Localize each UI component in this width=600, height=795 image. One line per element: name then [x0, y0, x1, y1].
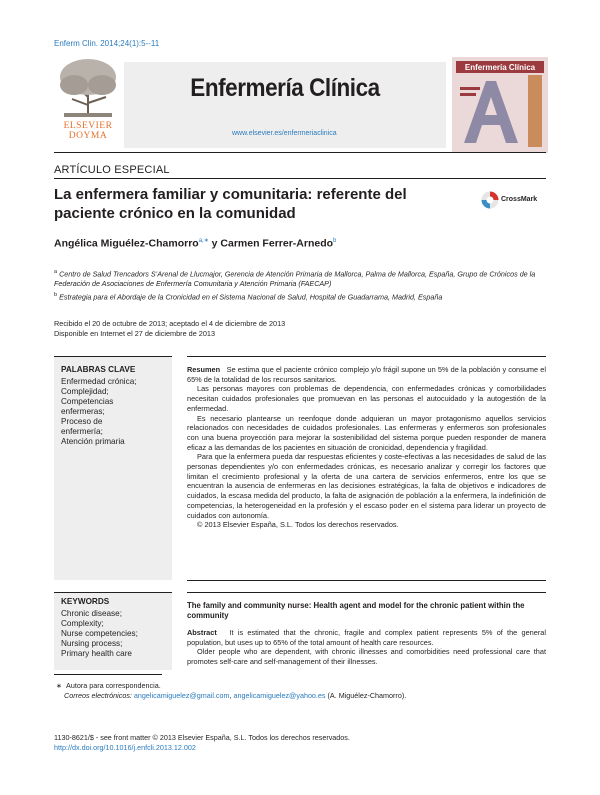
affiliation-mark: b	[54, 292, 58, 298]
footnote-mark: ∗	[56, 681, 63, 690]
publisher-subname: DOYMA	[68, 131, 108, 141]
cover-title: Enfermería Clínica	[464, 63, 536, 72]
keyword: Nursing process;	[61, 639, 123, 648]
elsevier-doyma-wordmark	[52, 121, 124, 141]
email-label: Correos electrónicos:	[64, 691, 132, 700]
keywords-top-rule	[54, 356, 172, 357]
abstract-paragraph: Older people who are dependent, with chronic illnesses and comorbidities need professional care that promotes self-care and self-management of their illnesses.	[187, 647, 546, 667]
online-date: Disponible en Internet el 27 de diciembre de 2013	[54, 329, 216, 338]
journal-url-link[interactable]: www.elsevier.es/enfermeriaclinica	[232, 130, 337, 137]
keywords-top-rule	[54, 592, 172, 593]
email-link[interactable]: angelicamiguelez@gmail.com	[133, 691, 230, 700]
affiliation-text: Estrategia para el Abordaje de la Cronicidad en el Sistema Nacional de Salud, Hospital de Guadarrama, Madrid, España	[59, 292, 443, 302]
keyword: enfermeras;	[61, 407, 105, 416]
keyword: Atención primaria	[61, 437, 125, 446]
email-owner: (A. Miguélez-Chamorro).	[325, 691, 407, 700]
email-note	[54, 691, 546, 701]
footnote-rule	[54, 674, 162, 675]
affiliation-text: Centro de Salud Trencadors S’Arenal de Llucmajor, Gerencia de Atención Primaria de Mallorca, Palma de Mallorca, España, Grupo de Crónicos de la Federación de Asociaciones de Enfermería Comunitaria y Atención Primaria (FAECAP)	[54, 269, 536, 289]
keyword: enfermería;	[61, 427, 103, 436]
abstract-en	[187, 628, 546, 667]
affiliation	[54, 290, 546, 302]
author-name: Angélica Miguélez-Chamorro	[54, 237, 199, 250]
abstract-label: Abstract	[187, 628, 217, 637]
keywords-heading: KEYWORDS	[61, 597, 110, 606]
author-list	[54, 237, 336, 250]
journal-title: Enfermería Clínica	[190, 74, 380, 102]
journal-citation: Enferm Clin. 2014;24(1):5--11	[54, 39, 160, 48]
crossmark-label: CrossMark	[501, 196, 538, 203]
doi-link[interactable]: http://dx.doi.org/10.1016/j.enfcli.2013.12.002	[54, 743, 196, 752]
article-title: La enfermera familiar y comunitaria: referente del paciente crónico en la comunidad	[54, 186, 407, 222]
author-affiliation-mark[interactable]: b	[333, 238, 337, 244]
abstract-copyright: © 2013 Elsevier España, S.L. Todos los derechos reservados.	[197, 520, 399, 530]
abstract-es	[187, 365, 546, 530]
abstract-en-top-rule	[187, 592, 546, 593]
keyword: Competencias	[61, 397, 114, 406]
journal-cover-thumbnail	[452, 57, 548, 153]
author-affiliation-mark[interactable]: a,∗	[198, 238, 209, 244]
keywords-heading: PALABRAS CLAVE	[61, 365, 136, 374]
keyword: Proceso de	[61, 417, 103, 426]
header-rule	[54, 152, 546, 153]
section-rule	[54, 178, 546, 179]
keywords-box-es	[54, 356, 172, 580]
keyword: Complejidad;	[61, 387, 109, 396]
abstract-top-rule	[187, 356, 546, 357]
abstract-paragraph: It is estimated that the chronic, fragile and complex patient represents 5% of the general population, but uses up to 65% of the total amount of health care resources.	[187, 628, 546, 647]
copyright-block	[54, 733, 350, 753]
english-title: The family and community nurse: Health agent and model for the chronic patient within the community	[187, 601, 525, 620]
article-type: ARTÍCULO ESPECIAL	[54, 164, 170, 176]
abstract-bottom-rule	[187, 580, 546, 581]
email-link[interactable]: angelicamiguelez@yahoo.es	[233, 691, 326, 700]
keyword: Complexity;	[61, 619, 104, 628]
abstract-paragraph: Es necesario plantearse un reenfoque donde adquieran un mayor protagonismo aquellos servicios relacionados con necesidades de cuidados profesionales. Las enfermeras y enfermeros son profesionales con una buena proyección para mejorar la sostenibilidad del sistema porque pueden responder de manera eficaz a las demandas de los pacientes en situación de cronicidad, dependencia y fragilidad.	[187, 413, 546, 452]
abstract-paragraph: Las personas mayores con problemas de dependencia, con enfermedades crónicas y comorbilidades necesitan cuidados profesionales que promuevan en las personas el autocuidado y la autogestión de la enfermedad.	[187, 384, 546, 413]
copyright-line: 1130-8621/$ - see front matter © 2013 Elsevier España, S.L. Todos los derechos reservados.	[54, 733, 350, 742]
keyword: Enfermedad crónica;	[61, 377, 137, 386]
keyword: Nurse competencies;	[61, 629, 138, 638]
email-separator: ,	[229, 691, 234, 700]
author-name: Carmen Ferrer-Arnedo	[220, 237, 334, 250]
article-dates	[54, 319, 285, 339]
abstract-paragraph: Para que la enfermera pueda dar respuestas eficientes y coste-efectivas a las necesidades de salud de las personas dependientes y/o con enfermedades crónicas, es necesario analizar y corregir los factores que limitan el crecimiento profesional y la oferta de una cartera de servicios enfermeros, entre los que se encuentran la ausencia de enfermeras en las decisiones estratégicas, la falta de objetivos e indicadores de cuidados, la escasa medida del producto, la falta de asignación de población a la enfermera, la indefinición de competencias, la heterogeneidad en la profesión y el escaso poder en el sistema para liderar un proyecto de cuidados con autonomía.	[187, 452, 546, 520]
abstract-paragraph: Se estima que el paciente crónico complejo y/o frágil supone un 5% de la población y consume el 65% de la totalidad de los recursos sanitarios.	[187, 365, 546, 384]
affiliation	[54, 267, 546, 289]
keyword: Primary health care	[61, 649, 132, 658]
keyword: Chronic disease;	[61, 609, 122, 618]
keywords-box-en	[54, 592, 172, 670]
abstract-label: Resumen	[187, 365, 221, 374]
affiliation-mark: a	[54, 269, 58, 275]
corresponding-author-note	[54, 681, 546, 691]
author-conjunction: y	[208, 237, 221, 250]
publisher-name: ELSEVIER	[63, 121, 113, 131]
received-date: Recibido el 20 de octubre de 2013; aceptado el 4 de diciembre de 2013	[54, 319, 286, 328]
footnote-text: Autora para correspondencia.	[66, 681, 161, 690]
